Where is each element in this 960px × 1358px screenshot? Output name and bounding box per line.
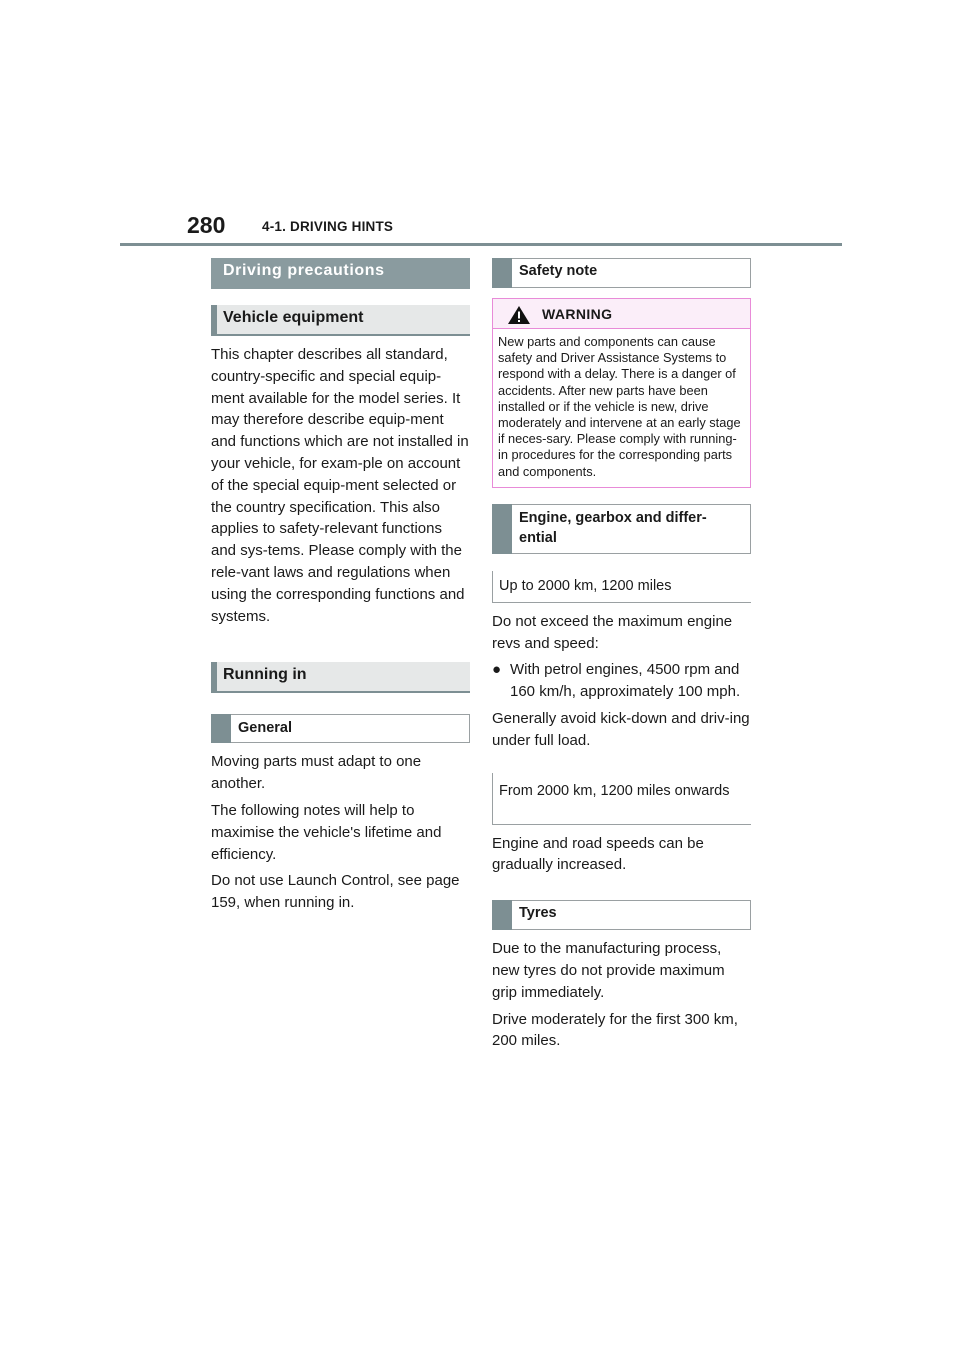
page-number: 280 [187, 212, 226, 238]
section-heading-driving-precautions: Driving precautions [211, 258, 470, 289]
paragraph-moving-parts: Moving parts must adapt to one another. [211, 753, 422, 793]
heading-safety-note: Safety note [492, 258, 751, 288]
warning-header [493, 299, 750, 329]
right-column [492, 258, 751, 1052]
heading-from-2000: From 2000 km, 1200 miles onwards [492, 773, 751, 825]
left-column [211, 258, 470, 914]
heading-up-to-2000: Up to 2000 km, 1200 miles [492, 571, 751, 603]
paragraph-avoid-kickdown: Generally avoid kick-down and driv-ing under full load. [492, 710, 750, 749]
warning-label: WARNING [542, 306, 613, 322]
bullet-petrol-engines [492, 659, 751, 703]
paragraph-launch-control: Do not use Launch Control, see page 159, when running in. [211, 872, 460, 912]
paragraph-do-not-exceed: Do not exceed the maximum engine revs and speed: [492, 612, 733, 652]
header-rule [120, 243, 842, 246]
warning-box [492, 298, 751, 488]
paragraph-gradually-increased: Engine and road speeds can be gradually increased. [492, 834, 704, 874]
paragraph-following-notes: The following notes will help to maximise the vehicle's lifetime and efficiency. [211, 801, 442, 863]
heading-engine-gearbox-differential: Engine, gearbox and differ-ential [492, 504, 751, 554]
heading-tyres: Tyres [492, 900, 751, 930]
paragraph-drive-moderately: Drive moderately for the first 300 km, 200 miles. [492, 1010, 738, 1050]
bullet-text: With petrol engines, 4500 rpm and 160 km/h, approximately 100 mph. [510, 661, 741, 701]
paragraph-vehicle-equipment: This chapter describes all standard, country-specific and special equip-ment available for the model series. It may therefore describe equip-ment and functions which are not installed in your vehicle, for exam-ple on account of the special equip-ment selected or the country specification. This also applies to safety-relevant functions and sys-tems. Please comply with the rele-vant laws and regulations when using the corresponding functions and systems. [211, 346, 469, 625]
heading-running-in: Running in [211, 662, 470, 693]
chapter-title: 4-1. DRIVING HINTS [262, 219, 394, 234]
heading-vehicle-equipment: Vehicle equipment [211, 305, 470, 336]
heading-general: General [211, 714, 470, 743]
warning-triangle-icon [507, 305, 531, 325]
paragraph-manufacturing-process: Due to the manufacturing process, new tyres do not provide maximum grip immediately. [492, 940, 725, 1001]
bullet-dot: ● [492, 661, 502, 679]
warning-text: New parts and components can cause safety and Driver Assistance Systems to respond with a delay. There is a danger of accidents. After new parts have been installed or if the vehicle is new, drive moderately and intervene at an early stage if neces-sary. Please comply with running-in procedures for the corresponding parts and components. [498, 334, 741, 479]
